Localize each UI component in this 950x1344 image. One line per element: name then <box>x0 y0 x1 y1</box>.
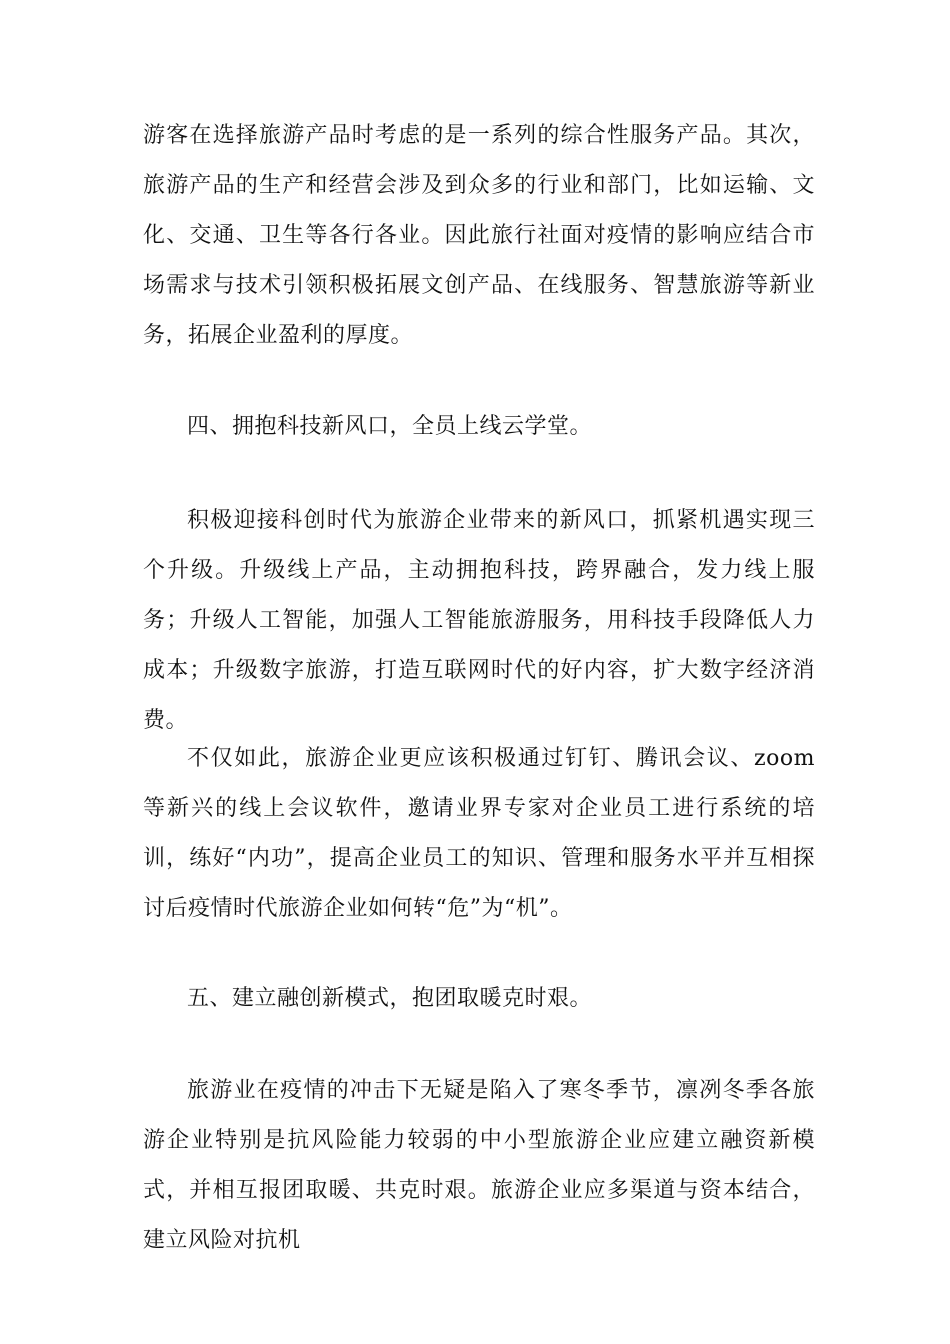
section-heading-5: 五、建立融创新模式，抱团取暖克时艰。 <box>187 986 593 1011</box>
paragraph: 不仅如此，旅游企业更应该积极通过钉钉、腾讯会议、zoom 等新兴的线上会议软件，邀请业界专家对企业员工进行系统的培训，练好“内功”，提高企业员工的知识、管理和服务水平并互相探讨后疫情时代旅游企业如何转“危”为“机”。 <box>143 746 815 921</box>
paragraph: 旅游业在疫情的冲击下无疑是陷入了寒冬季节，凛冽冬季各旅游企业特别是抗风险能力较弱的中小型旅游企业应建立融资新模式，并相互报团取暖、共克时艰。旅游企业应多渠道与资本结合，建立风险对抗机 <box>143 1078 815 1253</box>
section-heading-4: 四、拥抱科技新风口，全员上线云学堂。 <box>187 414 593 439</box>
paragraph: 积极迎接科创时代为旅游企业带来的新风口，抓紧机遇实现三个升级。升级线上产品，主动拥抱科技，跨界融合，发力线上服务；升级人工智能，加强人工智能旅游服务，用科技手段降低人力成本；升级数字旅游，打造互联网时代的好内容，扩大数字经济消费。 <box>143 508 815 733</box>
paragraph-continued: 游客在选择旅游产品时考虑的是一系列的综合性服务产品。其次，旅游产品的生产和经营会涉及到众多的行业和部门，比如运输、文化、交通、卫生等各行各业。因此旅行社面对疫情的影响应结合市场需求与技术引领积极拓展文创产品、在线服务、智慧旅游等新业务，拓展企业盈利的厚度。 <box>143 123 815 348</box>
